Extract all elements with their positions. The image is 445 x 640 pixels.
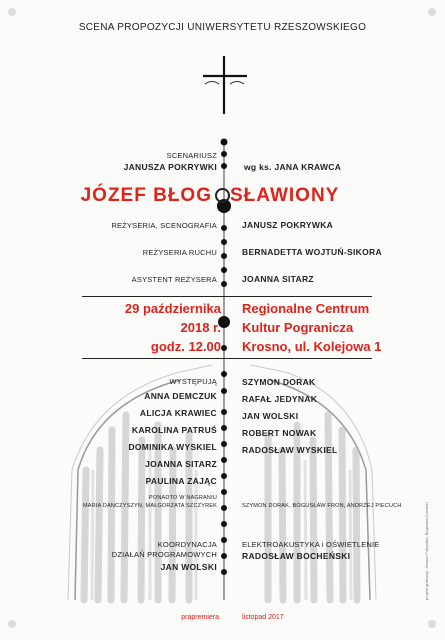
script-label: SCENARIUSZ bbox=[166, 151, 217, 160]
coordination-label-2: DZIAŁAŃ PROGRAMOWYCH bbox=[111, 550, 217, 559]
sound-name: RADOSŁAW BOCHEŃSKI bbox=[242, 551, 351, 561]
recording-right-names: SZYMON DORAK, BOGUSŁAW FRON, ANDRZEJ PIECUCH bbox=[242, 503, 402, 509]
pin-top-right bbox=[428, 8, 436, 16]
designer-credit: projekt graficzny: Janusz Pokrywka, Bogusław Kurdziel bbox=[424, 502, 429, 600]
crew-name-1: JANUSZ POKRYWKA bbox=[242, 220, 334, 230]
event-time: godz. 12.00 bbox=[150, 339, 221, 354]
venue-line-1: Regionalne Centrum bbox=[242, 301, 370, 316]
coordination-label-1: KOORDYNACJA bbox=[157, 540, 217, 549]
premiere-label: prapremiera bbox=[181, 614, 219, 621]
cast-left-4: DOMINIKA WYSKIEL bbox=[128, 442, 217, 452]
crew-name-3: JOANNA SITARZ bbox=[242, 274, 314, 284]
crew-label-2: REŻYSERIA RUCHU bbox=[142, 248, 217, 257]
sound-label: ELEKTROAKUSTYKA i OŚWIETLENIE bbox=[242, 540, 380, 549]
event-year: 2018 r. bbox=[180, 320, 221, 335]
cast-left-2: ALICJA KRAWIEC bbox=[139, 408, 217, 418]
cast-left-3: KAROLINA PATRUŚ bbox=[131, 425, 217, 435]
cast-right-1: SZYMON DORAK bbox=[242, 377, 316, 387]
play-title-left: JÓZEF BŁOG bbox=[80, 185, 212, 206]
crew-label-1: REŻYSERIA, SCENOGRAFIA bbox=[111, 221, 217, 230]
coordination-name: JAN WOLSKI bbox=[160, 562, 217, 572]
cast-label: WYSTĘPUJĄ bbox=[169, 377, 217, 386]
cast-right-4: ROBERT NOWAK bbox=[242, 428, 317, 438]
recording-left-names: MARIA DANCZYSZYN, MAŁGORZATA SZCZYREK bbox=[82, 503, 217, 509]
cast-left-5: JOANNA SITARZ bbox=[145, 459, 217, 469]
play-title-right: SŁAWIONY bbox=[230, 185, 340, 206]
cast-left-1: ANNA DEMCZUK bbox=[144, 391, 217, 401]
script-author: JANUSZA POKRYWKI bbox=[123, 162, 217, 172]
event-rule-bottom bbox=[82, 358, 372, 359]
crew-name-2: BERNADETTA WOJTUŃ-SIKORA bbox=[242, 247, 382, 257]
cast-right-3: JAN WOLSKI bbox=[242, 411, 299, 421]
premiere-date: listopad 2017 bbox=[242, 614, 284, 621]
pin-top-left bbox=[8, 8, 16, 16]
pin-bottom-left bbox=[8, 620, 16, 628]
venue-line-3: Krosno, ul. Kolejowa 1 bbox=[242, 339, 382, 354]
cast-left-6: PAULINA ZAJĄC bbox=[145, 476, 217, 486]
cast-right-5: RADOSŁAW WYSKIEL bbox=[242, 445, 338, 455]
event-rule-top bbox=[82, 296, 372, 297]
recording-label: PONADTO W NAGRANIU bbox=[149, 495, 217, 501]
pin-bottom-right bbox=[428, 620, 436, 628]
title-ring-icon bbox=[215, 188, 230, 203]
venue-line-2: Kultur Pogranicza bbox=[242, 320, 354, 335]
cross-icon bbox=[185, 48, 265, 118]
crew-label-3: ASYSTENT REŻYSERA bbox=[131, 275, 217, 284]
script-based-on: wg ks. JANA KRAWCA bbox=[244, 162, 342, 172]
header-title: SCENA PROPOZYCJI UNIWERSYTETU RZESZOWSKIEGO bbox=[78, 22, 367, 33]
cast-right-2: RAFAŁ JEDYNAK bbox=[242, 394, 318, 404]
event-date: 29 października bbox=[124, 301, 221, 316]
